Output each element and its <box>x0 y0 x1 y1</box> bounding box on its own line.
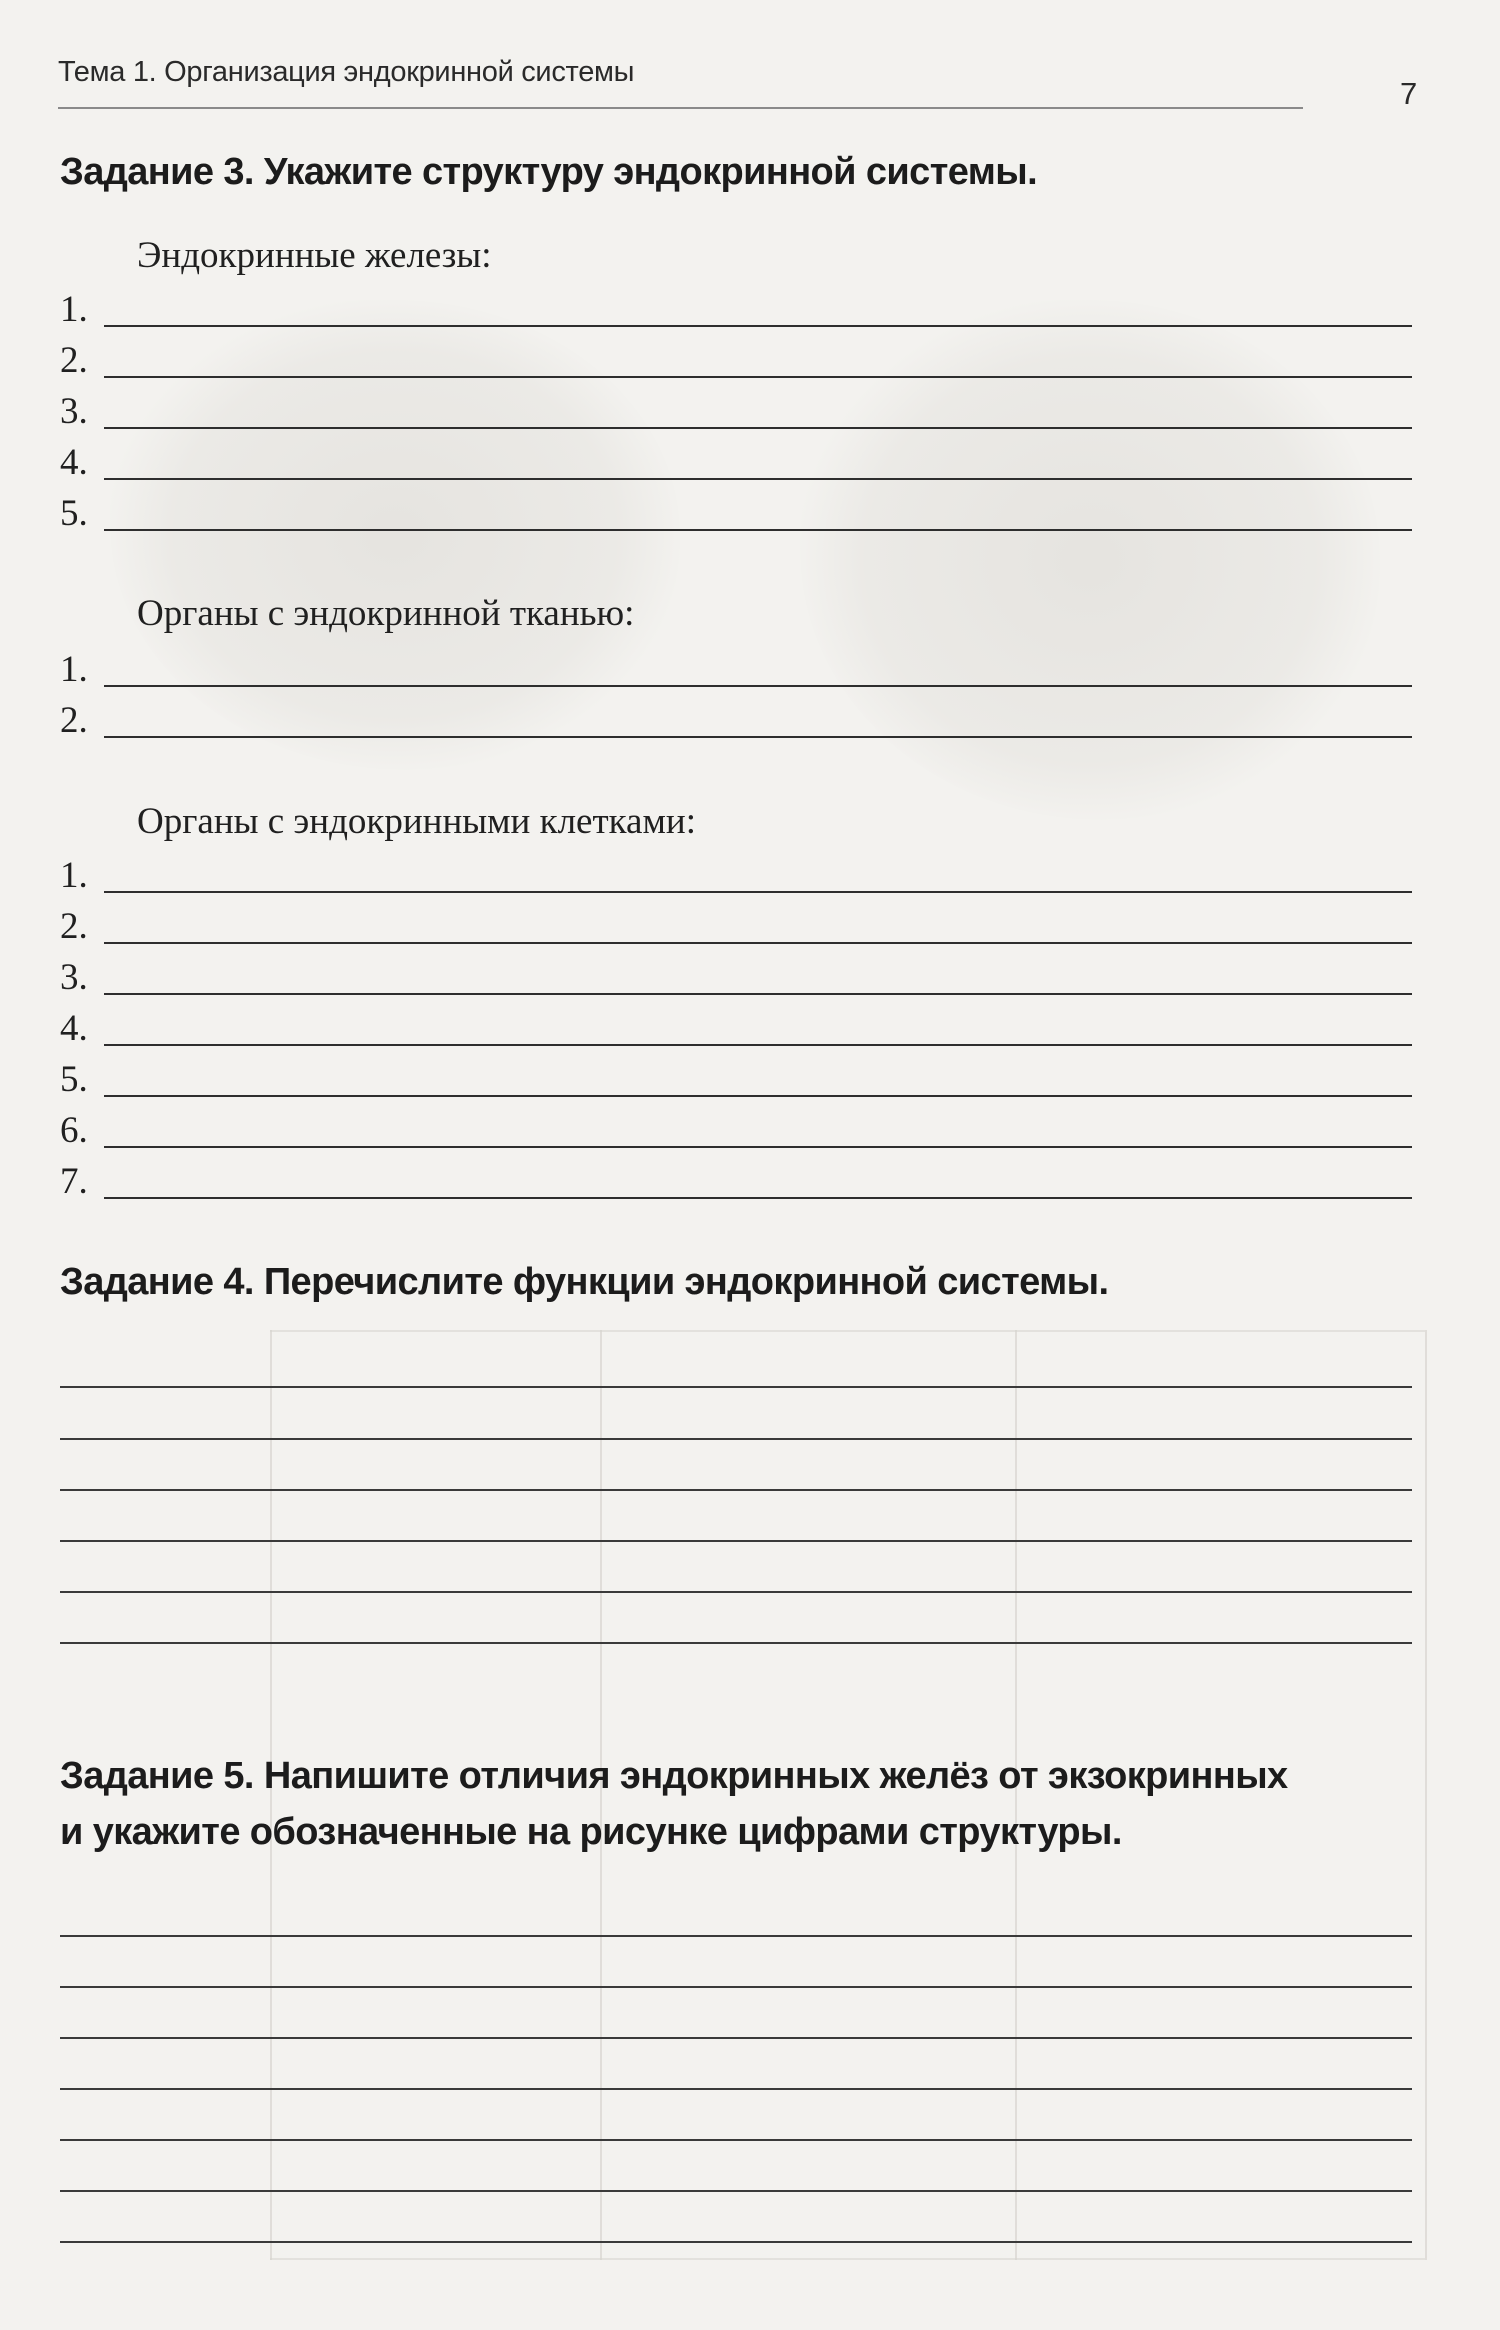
item-number: 4. <box>60 442 88 483</box>
answer-line <box>104 376 1412 378</box>
answer-row[interactable] <box>60 1006 1412 1049</box>
answer-row[interactable] <box>60 1159 1412 1202</box>
answer-row[interactable] <box>60 287 1412 330</box>
task5-title-line1: Задание 5. Напишите отличия эндокринных желёз от экзокринных <box>60 1755 1288 1797</box>
answer-row[interactable] <box>60 1108 1412 1151</box>
bleed-through-table-line <box>270 2258 1425 2260</box>
answer-line[interactable] <box>60 2139 1412 2141</box>
answer-line[interactable] <box>60 2088 1412 2090</box>
answer-line <box>104 685 1412 687</box>
answer-row[interactable] <box>60 955 1412 998</box>
item-number: 3. <box>60 391 88 432</box>
item-number: 1. <box>60 855 88 896</box>
item-number: 5. <box>60 1059 88 1100</box>
answer-line[interactable] <box>60 1540 1412 1542</box>
answer-row[interactable] <box>60 389 1412 432</box>
task5-title-line2: и укажите обозначенные на рисунке цифрами структуры. <box>60 1811 1122 1853</box>
item-number: 7. <box>60 1161 88 1202</box>
answer-line <box>104 891 1412 893</box>
running-header: Тема 1. Организация эндокринной системы <box>58 56 635 88</box>
task3-subheading-cells: Органы с эндокринными клетками: <box>137 801 696 842</box>
answer-row[interactable] <box>60 491 1412 534</box>
answer-row[interactable] <box>60 338 1412 381</box>
answer-row[interactable] <box>60 440 1412 483</box>
answer-row[interactable] <box>60 904 1412 947</box>
answer-line <box>104 1044 1412 1046</box>
answer-line[interactable] <box>60 1642 1412 1644</box>
answer-line <box>104 1146 1412 1148</box>
item-number: 3. <box>60 957 88 998</box>
header-rule <box>58 107 1303 109</box>
answer-line[interactable] <box>60 2037 1412 2039</box>
answer-line <box>104 1197 1412 1199</box>
task3-subheading-tissue: Органы с эндокринной тканью: <box>137 593 635 634</box>
item-number: 2. <box>60 700 88 741</box>
item-number: 2. <box>60 906 88 947</box>
page-number: 7 <box>1400 76 1418 111</box>
item-number: 4. <box>60 1008 88 1049</box>
answer-row[interactable] <box>60 1057 1412 1100</box>
task4-title: Задание 4. Перечислите функции эндокринной системы. <box>60 1261 1109 1303</box>
bleed-through-image-right <box>800 300 1380 820</box>
answer-line[interactable] <box>60 1386 1412 1388</box>
answer-line <box>104 736 1412 738</box>
task3-subheading-glands: Эндокринные железы: <box>137 235 492 276</box>
answer-row[interactable] <box>60 853 1412 896</box>
answer-line <box>104 1095 1412 1097</box>
answer-line[interactable] <box>60 1591 1412 1593</box>
answer-line <box>104 325 1412 327</box>
item-number: 5. <box>60 493 88 534</box>
answer-line[interactable] <box>60 2190 1412 2192</box>
bleed-through-table-line <box>270 1330 1425 1332</box>
answer-row[interactable] <box>60 698 1412 741</box>
answer-line[interactable] <box>60 1935 1412 1937</box>
bleed-through-table-line <box>1425 1330 1427 2260</box>
answer-line <box>104 942 1412 944</box>
item-number: 1. <box>60 289 88 330</box>
answer-line[interactable] <box>60 1986 1412 1988</box>
item-number: 6. <box>60 1110 88 1151</box>
answer-line[interactable] <box>60 1438 1412 1440</box>
answer-line[interactable] <box>60 2241 1412 2243</box>
answer-line <box>104 427 1412 429</box>
answer-line <box>104 993 1412 995</box>
answer-row[interactable] <box>60 647 1412 690</box>
answer-line <box>104 529 1412 531</box>
item-number: 1. <box>60 649 88 690</box>
item-number: 2. <box>60 340 88 381</box>
answer-line[interactable] <box>60 1489 1412 1491</box>
answer-line <box>104 478 1412 480</box>
task3-title: Задание 3. Укажите структуру эндокринной системы. <box>60 151 1038 193</box>
